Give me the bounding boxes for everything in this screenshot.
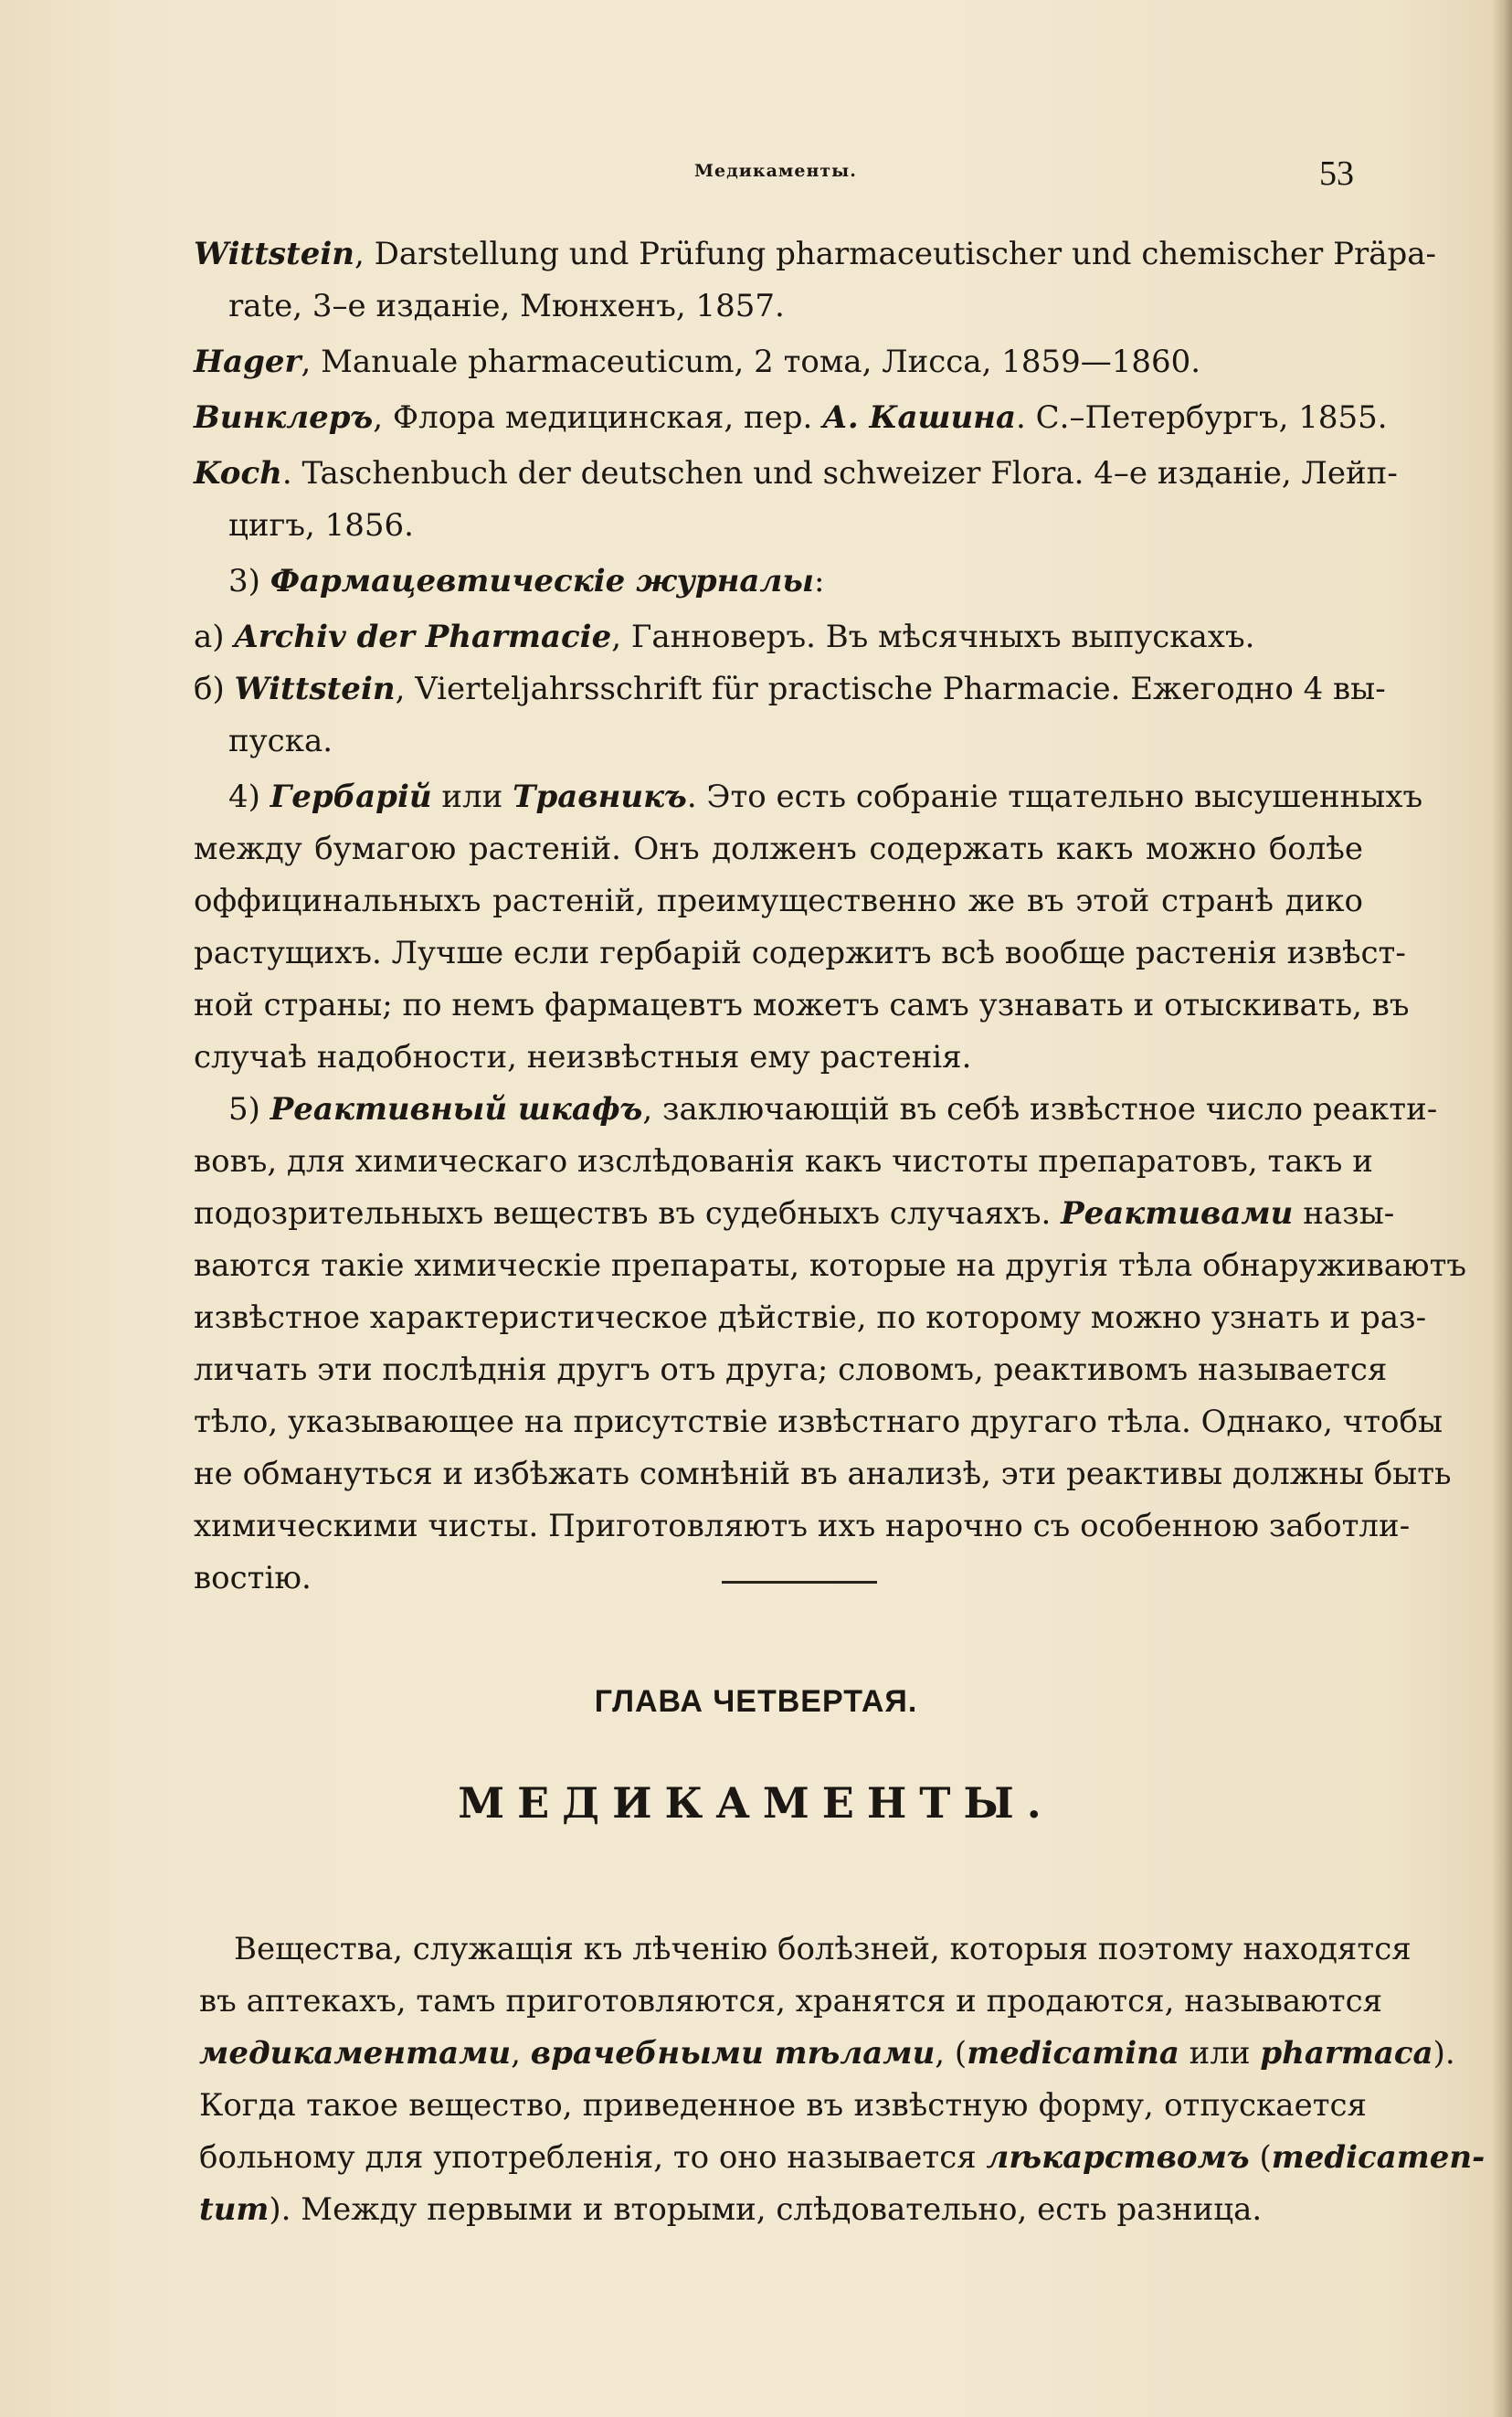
text-line: въ аптекахъ, тамъ приготовляются, хранятся и продаются, называются — [199, 1983, 1383, 2019]
text-line: случаѣ надобности, неизвѣстныя ему растенія. — [194, 1039, 972, 1076]
text-line: оффицинальныхъ растеній, преимущественно же въ этой странѣ дико — [194, 883, 1363, 919]
text-line: личать эти послѣднія другъ отъ друга; словомъ, реактивомъ называется — [194, 1352, 1388, 1388]
main-text — [194, 228, 1467, 1605]
text-line: 4) Гербарій или Травникъ. Это есть собраніе тщательно высушенныхъ — [228, 779, 1423, 815]
text-line: вовъ, для химическаго изслѣдованія какъ чистоты препаратовъ, такъ и — [194, 1143, 1373, 1180]
author-name: Koch — [194, 455, 282, 492]
text-line: пуска. — [228, 723, 333, 759]
translator-name: А. Кашина — [822, 399, 1016, 436]
text-line: медикаментами, врачебными тѣлами, (medicamina или pharmaca). — [199, 2035, 1455, 2072]
text-line: между бумагою растеній. Онъ долженъ содержать какъ можно болѣе — [194, 831, 1363, 867]
section-heading: 3) Фармацевтическіе журналы: — [228, 563, 825, 599]
author-name: Wittstein — [194, 236, 355, 272]
text-line: Винклеръ, Флора медицинская, пер. А. Кашина. С.–Петербургъ, 1855. — [194, 399, 1388, 436]
page-edge-shadow — [1492, 0, 1512, 2417]
text-line: tum). Между первыми и вторыми, слѣдовательно, есть разница. — [199, 2191, 1263, 2228]
text-line: 5) Реактивный шкафъ, заключающій въ себѣ извѣстное число реакти- — [228, 1091, 1438, 1128]
author-name: Винклеръ — [194, 399, 374, 436]
text-line: извѣстное характеристическое дѣйствіе, по которому можно узнать и раз- — [194, 1299, 1427, 1336]
author-name: Hager — [194, 344, 301, 380]
text-line: больному для употребленія, то оно называется лѣкарствомъ (medicamen- — [199, 2139, 1486, 2176]
text-line: Wittstein, Darstellung und Prüfung pharmaceutischer und chemischer Präpa- — [194, 236, 1437, 272]
text-line: подозрительныхъ веществъ въ судебныхъ случаяхъ. Реактивами назы- — [194, 1195, 1395, 1232]
section-divider — [722, 1581, 877, 1584]
text-line: востію. — [194, 1560, 312, 1596]
text-line: rate, 3–е изданіе, Мюнхенъ, 1857. — [228, 288, 785, 324]
chapter-intro — [199, 1924, 1486, 2236]
chapter-title: МЕДИКАМЕНТЫ. — [458, 1778, 1054, 1828]
text-line: Koch. Taschenbuch der deutschen und schweizer Flora. 4–е изданіе, Лейп- — [194, 455, 1398, 492]
text-line: Когда такое вещество, приведенное въ извѣстную форму, отпускается — [199, 2087, 1367, 2124]
text-line: Hager, Manuale pharmaceuticum, 2 тома, Лисса, 1859—1860. — [194, 344, 1201, 380]
text-line: не обмануться и избѣжать сомнѣній въ анализѣ, эти реактивы должны быть — [194, 1456, 1452, 1492]
text-line: ваются такіе химическіе препараты, которые на другія тѣла обнаруживаютъ — [194, 1247, 1467, 1284]
list-item: б) Wittstein, Vierteljahrsschrift für practische Pharmacie. Ежегодно 4 вы- — [194, 671, 1386, 707]
text-line: ной страны; по немъ фармацевтъ можетъ самъ узнавать и отыскивать, въ — [194, 987, 1410, 1023]
text-line: цигъ, 1856. — [228, 507, 414, 544]
chapter-label: ГЛАВА ЧЕТВЕРТАЯ. — [594, 1684, 918, 1719]
text-line: Вещества, служащія къ лѣченію болѣзней, которыя поэтому находятся — [234, 1931, 1412, 1967]
text-line: растущихъ. Лучше если гербарій содержитъ всѣ вообще растенія извѣст- — [194, 935, 1406, 971]
page-number: 53 — [1319, 154, 1354, 193]
list-item: а) Archiv der Pharmacie, Ганноверъ. Въ мѣсячныхъ выпускахъ. — [194, 619, 1255, 655]
running-head: Медикаменты. — [694, 161, 857, 181]
text-line: химическими чисты. Приготовляютъ ихъ нарочно съ особенною заботли- — [194, 1508, 1411, 1544]
text-line: тѣло, указывающее на присутствіе извѣстнаго другаго тѣла. Однако, чтобы — [194, 1404, 1443, 1440]
